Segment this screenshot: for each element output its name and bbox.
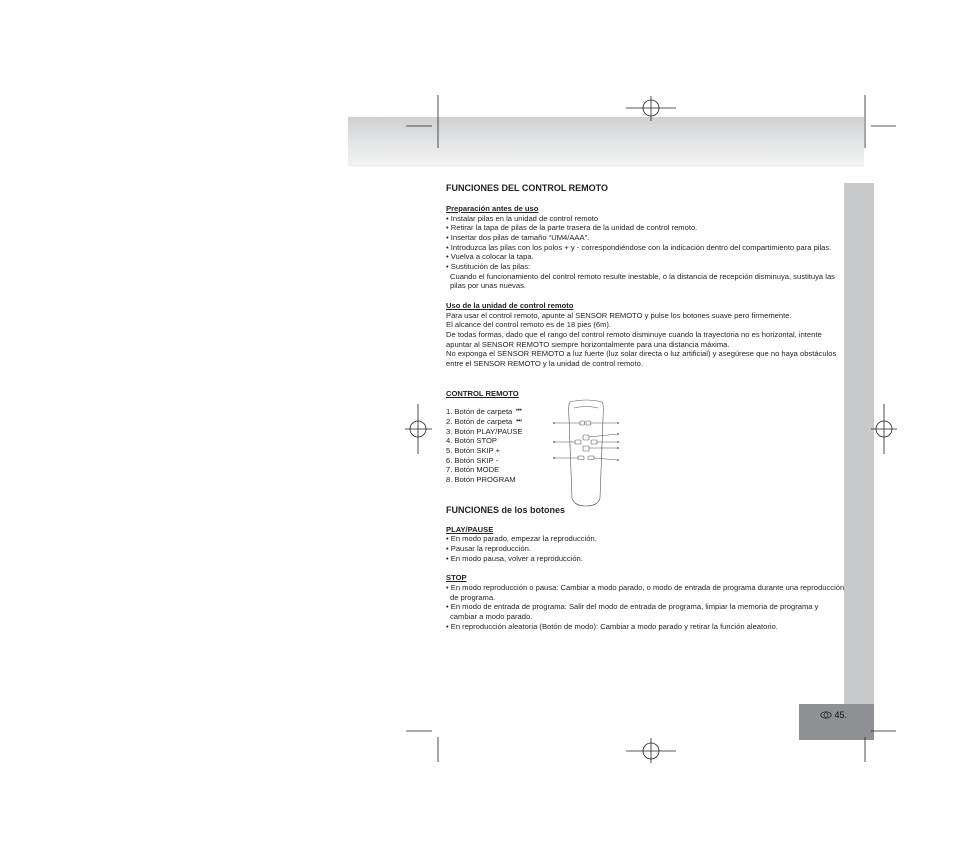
paragraph: No exponga el SENSOR REMOTO a luz fuerte (luz solar directa o luz artificial) y asegúrese que no haya obstáculos entre el SENSOR REMOTO y la unidad de control remoto. bbox=[446, 349, 837, 368]
list-item: Cuando el funcionamiento del control remoto resulte inestable, o la distancia de recepción disminuya, sustituya las pilas por unas nuevas. bbox=[450, 271, 835, 291]
list-item: • En modo de entrada de programa: Salir del modo de entrada de programa, limpiar la memoria de programa y cambiar a modo parado. bbox=[446, 602, 819, 621]
list-item: 3. Botón PLAY/PAUSE bbox=[446, 426, 523, 436]
remote-button-list bbox=[446, 407, 846, 485]
skip-back-icon: ⏮ bbox=[516, 408, 522, 415]
paragraph: De todas formas, dado que el rango del control remoto disminuye cuando la trayectoria no es horizontal, intente apuntar al SENSOR REMOTO siempre horizontalmente para una distancia máxima. bbox=[446, 329, 822, 349]
paragraph: El alcance del control remoto es de 18 pies (6m). bbox=[446, 320, 612, 330]
list-item: 6. Botón SKIP - bbox=[446, 455, 499, 465]
list-item: • En modo pausa, volver a reproducción. bbox=[446, 553, 583, 563]
funciones-title: FUNCIONES de los botones bbox=[446, 504, 566, 515]
list-item: 4. Botón STOP bbox=[446, 436, 497, 446]
list-item: • Sustitución de las pilas: bbox=[446, 261, 531, 271]
paragraph: Para usar el control remoto, apunte al SENSOR REMOTO y pulse los botones suave pero firmemente. bbox=[446, 310, 792, 320]
list-item: • En modo reproducción o pausa: Cambiar a modo parado, o modo de entrada de programa durante una reproducción de programa. bbox=[446, 583, 845, 602]
main-content bbox=[446, 183, 846, 631]
stop-title: STOP bbox=[446, 573, 467, 583]
list-item: • Insertar dos pilas de tamaño “UM4/AAA”. bbox=[446, 232, 590, 242]
list-item: 1. Botón de carpeta ⏮ bbox=[446, 407, 522, 417]
remote-title: CONTROL REMOTO bbox=[446, 388, 519, 398]
list-item: • Instalar pilas en la unidad de control remoto bbox=[446, 213, 599, 223]
play-pause-title: PLAY/PAUSE bbox=[446, 524, 494, 534]
list-item: 8. Botón PROGRAM bbox=[446, 475, 516, 485]
list-item: • Vuelva a colocar la tapa. bbox=[446, 252, 534, 262]
heading-main: FUNCIONES DEL CONTROL REMOTO bbox=[446, 183, 609, 193]
list-item: • Pausar la reproducción. bbox=[446, 544, 531, 554]
prep-title: Preparación antes de uso bbox=[446, 204, 539, 213]
list-item: • Introduzca las pilas con los polos + y - correspondiéndose con la indicación dentro del compartimiento para pilas. bbox=[446, 242, 832, 252]
list-item: • Retirar la tapa de pilas de la parte trasera de la unidad de control remoto. bbox=[446, 223, 698, 233]
uso-title: Uso de la unidad de control remoto bbox=[446, 300, 574, 310]
list-item: 7. Botón MODE bbox=[446, 465, 500, 475]
skip-forward-icon: ⏭ bbox=[516, 418, 522, 425]
list-item: • En modo parado, empezar la reproducción. bbox=[446, 534, 597, 544]
list-item: 2. Botón de carpeta ⏭ bbox=[446, 416, 522, 426]
page-number: 45. bbox=[820, 710, 847, 720]
remote-control-illustration bbox=[548, 398, 626, 510]
list-item: 5. Botón SKIP + bbox=[446, 446, 501, 456]
list-item: • En reproducción aleatoria (Botón de modo): Cambiar a modo parado y retirar la función aleatorio. bbox=[446, 621, 778, 631]
